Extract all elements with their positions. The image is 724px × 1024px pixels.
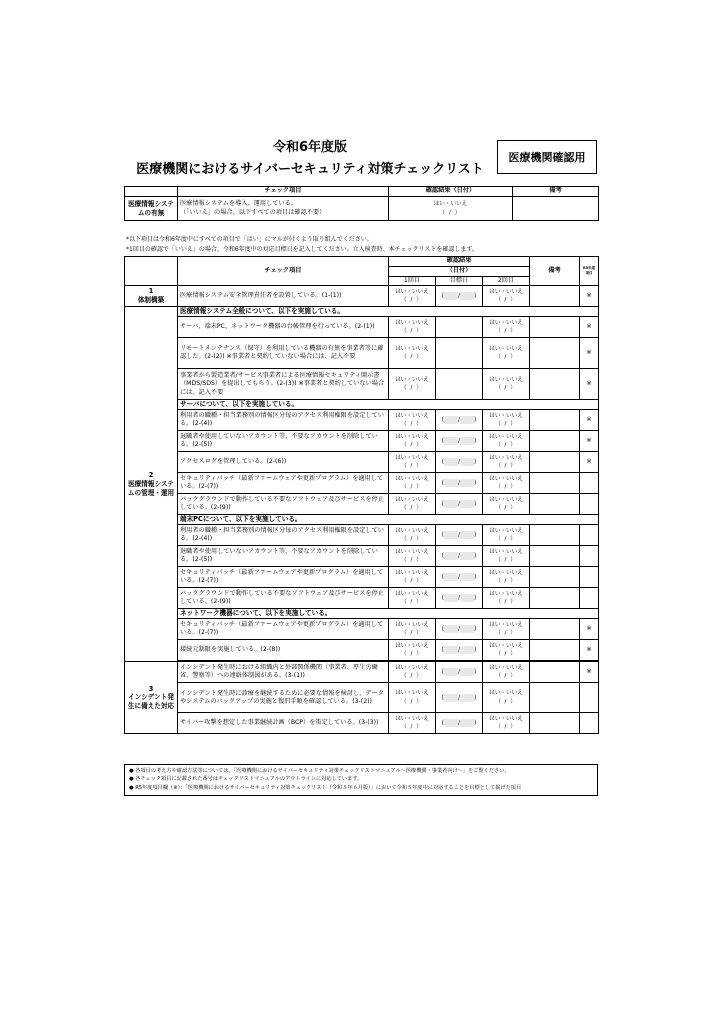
top-col-result: 確認結果（日付） <box>389 187 513 197</box>
item-2b-2: 退職者や使用していないアカウント等、不要なアカウントを削除している。(2-(5)) <box>178 431 389 452</box>
answer-r1[interactable]: はい・いいえ （ / ） <box>389 431 436 452</box>
target-date[interactable]: ( / ) <box>436 525 483 546</box>
answer-r2[interactable]: はい・いいえ （ / ） <box>483 473 530 494</box>
item-2a-3: 事業者から製造業者/サービス事業者による医療情報セキュリティ開示書（MDS/SDS）を提出してもらう。(2-(3)) ※事業者と契約していない場合には、記入不要 <box>178 369 389 400</box>
table-row <box>125 369 599 400</box>
note-line1: *以下項目は令和6年度中にすべての項目で「はい」にマルが付くよう取り組んでください。 <box>126 236 373 243</box>
answer-r2[interactable]: はい・いいえ （ / ） <box>483 662 530 683</box>
checklist-table <box>124 256 599 734</box>
r5-mark: ※ <box>580 640 599 661</box>
item-2b-3: アクセスログを管理している。(2-(6)) <box>178 452 389 473</box>
section-2c: 端末PCについて、以下を実施している。 <box>178 515 599 525</box>
answer-r2[interactable]: はい・いいえ （ / ） <box>483 546 530 567</box>
footer-line1: ● 各項目の考え方や確認方法等については、「医療機関におけるサイバーセキュリティ対策チェックリストマニュアル～医療機関・事業者向け～」をご覧ください。 <box>129 768 510 774</box>
col-round1: 1回目 <box>389 277 436 286</box>
table-row <box>125 452 599 473</box>
answer-r2[interactable]: はい・いいえ （ / ） <box>483 619 530 640</box>
system-check-table <box>124 186 599 221</box>
note-cell[interactable] <box>530 317 580 338</box>
section-2d: ネットワーク機器について、以下を実施している。 <box>178 609 599 619</box>
item-3-1: インシデント発生時における組織内と外部関係機関（事業者、厚生労働省、警察等）への連絡体制図がある。(3-(1)) <box>178 662 389 683</box>
top-category: 医療情報システムの有無 <box>125 197 178 221</box>
top-item-line2: （「いいえ」の場合、以下すべての項目は確認不要） <box>180 208 326 216</box>
top-answer[interactable]: はい・いいえ <box>433 201 468 208</box>
category-2: 2 医療情報システムの管理・運用 <box>125 307 178 662</box>
item-2b-1: 利用者の職種・担当業務別の情報区分毎のアクセス利用権限を設定している。(2-(4)) <box>178 410 389 431</box>
note-cell[interactable] <box>530 286 580 307</box>
answer-r2[interactable]: はい・いいえ （ / ） <box>483 713 530 734</box>
answer-r2[interactable]: はい・いいえ （ / ） <box>483 286 530 307</box>
top-item <box>178 197 389 221</box>
top-col-note: 備考 <box>513 187 599 197</box>
institution-badge: 医療機関確認用 <box>497 140 597 174</box>
item-3-2: インシデント発生時に診療を継続するために必要な情報を検討し、データやシステムのバックアップの実施と復旧手順を確認している。(3-(2)) <box>178 683 389 713</box>
note-cell[interactable] <box>530 683 580 713</box>
note-cell[interactable] <box>530 525 580 546</box>
answer-r2[interactable]: はい・いいえ （ / ） <box>483 410 530 431</box>
item-2b-5: バックグラウンドで動作している不要なソフトウェア及びサービスを停止している。(2-(9)) <box>178 494 389 515</box>
note-cell[interactable] <box>530 369 580 400</box>
answer-r1[interactable]: はい・いいえ （ / ） <box>389 640 436 661</box>
table-row <box>125 567 599 588</box>
answer-r2[interactable]: はい・いいえ （ / ） <box>483 525 530 546</box>
note-cell[interactable] <box>530 713 580 734</box>
note-cell[interactable] <box>530 494 580 515</box>
answer-r2[interactable]: はい・いいえ （ / ） <box>483 494 530 515</box>
answer-r1[interactable]: はい・いいえ （ / ） <box>389 410 436 431</box>
answer-r2[interactable]: はい・いいえ （ / ） <box>483 588 530 609</box>
note-cell[interactable] <box>530 338 580 369</box>
target-date[interactable]: ( / ) <box>436 494 483 515</box>
answer-r2[interactable]: はい・いいえ （ / ） <box>483 369 530 400</box>
answer-r2[interactable]: はい・いいえ （ / ） <box>483 317 530 338</box>
section-2a: 医療情報システム全般について、以下を実施している。 <box>178 307 599 317</box>
answer-r1[interactable]: はい・いいえ （ / ） <box>389 452 436 473</box>
item-2b-4: セキュリティパッチ（最新ファームウェアや更新プログラム）を適用している。(2-(7)) <box>178 473 389 494</box>
r5-mark: ※ <box>580 662 599 683</box>
answer-r1[interactable]: はい・いいえ （ / ） <box>389 525 436 546</box>
answer-r1[interactable]: はい・いいえ （ / ） <box>389 286 436 307</box>
answer-r1[interactable]: はい・いいえ （ / ） <box>389 683 436 713</box>
table-row <box>125 494 599 515</box>
table-row <box>125 338 599 369</box>
table-row <box>125 588 599 609</box>
col-date: （日付） <box>389 267 530 277</box>
table-row <box>125 525 599 546</box>
footer-line2: ● 各チェック項目に記載された番号はチェックリストマニュアルのアウトラインに対応しています。 <box>129 776 363 783</box>
col-result-label: 確認結果 <box>446 257 472 265</box>
table-row <box>125 473 599 494</box>
answer-r2[interactable]: はい・いいえ （ / ） <box>483 431 530 452</box>
target-date[interactable] <box>436 338 483 369</box>
table-row <box>125 713 599 734</box>
answer-r2[interactable]: はい・いいえ （ / ） <box>483 452 530 473</box>
item-2a-1: サーバ、端末PC、ネットワーク機器の台帳管理を行っている。(2-(1)) <box>178 317 389 338</box>
r5-mark: ※ <box>580 369 599 400</box>
answer-r1[interactable]: はい・いいえ （ / ） <box>389 567 436 588</box>
note-cell[interactable] <box>530 662 580 683</box>
item-2a-2: リモートメンテナンス（保守）を利用している機器の有無を事業者等に確認した。(2-(2)) ※事業者と契約していない場合には、記入不要 <box>178 338 389 369</box>
answer-r1[interactable]: はい・いいえ （ / ） <box>389 713 436 734</box>
target-date[interactable]: ( / ) <box>436 431 483 452</box>
r5-mark: ※ <box>580 431 599 452</box>
r5-mark: ※ <box>580 452 599 473</box>
note-cell[interactable] <box>530 410 580 431</box>
target-date[interactable]: ( / ) <box>436 619 483 640</box>
r5-mark: ※ <box>580 619 599 640</box>
answer-r1[interactable]: はい・いいえ （ / ） <box>389 473 436 494</box>
top-item-line1: 医療情報システムを導入、運用している。 <box>180 200 297 208</box>
answer-r1[interactable]: はい・いいえ （ / ） <box>389 494 436 515</box>
answer-r1[interactable]: はい・いいえ （ / ） <box>389 662 436 683</box>
target-date[interactable]: ( / ) <box>436 567 483 588</box>
footer-notes <box>124 764 598 796</box>
answer-r2[interactable]: はい・いいえ （ / ） <box>483 338 530 369</box>
table-row <box>125 619 599 640</box>
answer-r1[interactable]: はい・いいえ （ / ） <box>389 369 436 400</box>
r5-mark: ※ <box>580 286 599 307</box>
category-3: 3 インシデント発生に備えた対応 <box>125 662 178 734</box>
table-row <box>125 683 599 713</box>
col-target: 目標日 <box>436 277 483 286</box>
note-cell[interactable] <box>530 588 580 609</box>
table-row <box>125 640 599 661</box>
top-note-cell[interactable] <box>513 197 599 221</box>
section-2b: サーバについて、以下を実施している。 <box>178 400 599 410</box>
item-2c-1: 利用者の職種・担当業務別の情報区分毎のアクセス利用権限を設定している。(2-(4)) <box>178 525 389 546</box>
note-cell[interactable] <box>530 546 580 567</box>
target-date[interactable]: ( / ) <box>436 546 483 567</box>
table-row <box>125 410 599 431</box>
answer-r2[interactable]: はい・いいえ （ / ） <box>483 683 530 713</box>
col-item: チェック項目 <box>178 257 389 286</box>
target-date[interactable] <box>436 317 483 338</box>
item-3-3: サイバー攻撃を想定した事業継続計画（BCP）を策定している。(3-(3)) <box>178 713 389 734</box>
answer-r2[interactable]: はい・いいえ （ / ） <box>483 567 530 588</box>
answer-r1[interactable]: はい・いいえ （ / ） <box>389 588 436 609</box>
target-date[interactable]: ( / ) <box>436 473 483 494</box>
answer-r1[interactable]: はい・いいえ （ / ） <box>389 317 436 338</box>
item-1-1: 医療情報システム安全管理責任者を設置している。(1-(1)) <box>178 286 389 307</box>
target-date[interactable]: ( / ) <box>436 640 483 661</box>
r5-mark: ※ <box>580 410 599 431</box>
item-2c-4: バックグラウンドで動作している不要なソフトウェア及びサービスを停止している。(2-(9)) <box>178 588 389 609</box>
target-date[interactable]: ( / ) <box>436 452 483 473</box>
note-cell[interactable] <box>530 619 580 640</box>
note-line2: *1回目の確認で「いいえ」の場合、令和6年度中の対応目標日を記入してください。立入検査時、本チェックリストを確認します。 <box>126 246 478 253</box>
col-note: 備考 <box>530 257 580 286</box>
note-cell[interactable] <box>530 452 580 473</box>
col-result <box>389 257 530 267</box>
item-2d-1: セキュリティパッチ（最新ファームウェアや更新プログラム）を適用している。(2-(7)) <box>178 619 389 640</box>
note-cell[interactable] <box>530 640 580 661</box>
table-row <box>125 317 599 338</box>
answer-r2[interactable]: はい・いいえ （ / ） <box>483 640 530 661</box>
note-cell[interactable] <box>530 567 580 588</box>
note-cell[interactable] <box>530 473 580 494</box>
table-row <box>125 662 599 683</box>
target-date[interactable]: ( / ) <box>436 683 483 713</box>
page-title: 医療機関におけるサイバーセキュリティ対策チェックリスト <box>136 162 484 177</box>
target-date[interactable]: ( / ) <box>436 286 483 307</box>
title-line1: 令和6年度版 <box>272 140 348 155</box>
item-2d-2: 接続元制限を実施している。(2-(8)) <box>178 640 389 661</box>
target-date[interactable]: ( / ) <box>436 410 483 431</box>
top-answer-cell[interactable] <box>389 197 513 221</box>
table-row <box>125 286 599 307</box>
answer-r1[interactable]: はい・いいえ （ / ） <box>389 338 436 369</box>
answer-r1[interactable]: はい・いいえ （ / ） <box>389 546 436 567</box>
top-col-item: チェック項目 <box>178 187 389 197</box>
item-2c-2: 退職者や使用していないアカウント等、不要なアカウントを削除している。(2-(5)) <box>178 546 389 567</box>
r5-mark: ※ <box>580 317 599 338</box>
footer-line3: ● R5年度項目欄（※）：「医療機関におけるサイバーセキュリティ対策チェックリスト（令和５年６月版）」において令和５年度中に対応することを目標として掲げた項目 <box>129 784 522 791</box>
table-row <box>125 546 599 567</box>
target-date[interactable]: ( / ) <box>436 662 483 683</box>
target-date[interactable]: ( / ) <box>436 713 483 734</box>
note-cell[interactable] <box>530 431 580 452</box>
r5-mark: ※ <box>580 338 599 369</box>
col-r5: R5年度項目 <box>580 257 599 286</box>
item-2c-3: セキュリティパッチ（最新ファームウェアや更新プログラム）を適用している。(2-(7)) <box>178 567 389 588</box>
target-date[interactable] <box>436 369 483 400</box>
answer-r1[interactable]: はい・いいえ （ / ） <box>389 619 436 640</box>
category-1: 1 体制構築 <box>125 286 178 307</box>
table-row <box>125 431 599 452</box>
top-date[interactable]: （ / ） <box>439 209 462 216</box>
col-round2: 2回目 <box>483 277 530 286</box>
target-date[interactable]: ( / ) <box>436 588 483 609</box>
